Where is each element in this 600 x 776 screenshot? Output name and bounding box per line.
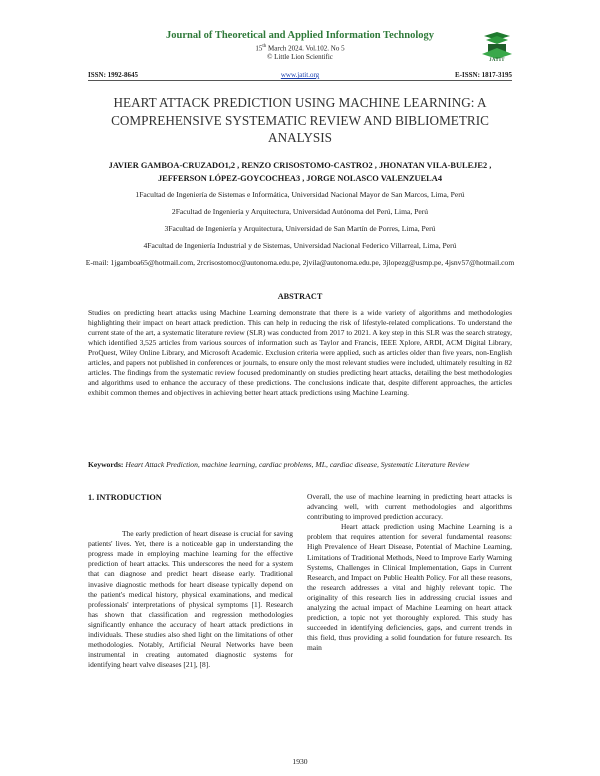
affiliations xyxy=(74,190,526,268)
keywords xyxy=(88,460,512,470)
abstract-heading: ABSTRACT xyxy=(277,292,323,301)
journal-logo-text: JATIT xyxy=(489,58,505,63)
journal-title: Journal of Theoretical and Applied Information Technology xyxy=(166,30,434,41)
author-list: JAVIER GAMBOA-CRUZADO1,2 , RENZO CRISOSTOMO-CASTRO2 , JHONATAN VILA-BULEJE2 , JEFFERSON LÓPEZ-GOYCOCHEA3 , JORGE NOLASCO VALENZUELA4 xyxy=(108,161,492,183)
issue-day-suffix: th xyxy=(262,44,267,49)
affiliation-2: 2Facultad de Ingeniería y Arquitectura, Universidad Autónoma del Perú, Lima, Perú xyxy=(171,207,429,216)
issue-details: March 2024. Vol.102. No 5 xyxy=(268,44,345,53)
journal-copyright: © Little Lion Scientific xyxy=(267,53,333,62)
keywords-label: Keywords: xyxy=(88,460,124,469)
page-number: 1930 xyxy=(292,757,308,766)
e-issn: E-ISSN: 1817-3195 xyxy=(455,71,512,79)
paper-title: HEART ATTACK PREDICTION USING MACHINE LEARNING: A COMPREHENSIVE SYSTEMATIC REVIEW AND BIBLIOMETRIC ANALYSIS xyxy=(111,95,489,145)
author-emails: E-mail: 1jgamboa65@hotmail.com, 2rcrisostomoc@autonoma.edu.pe, 2jvila@autonoma.edu.pe, 3jlopezg@usmp.pe, 4jsnv57@hotmail.com xyxy=(85,258,515,267)
body-right-column xyxy=(307,492,512,654)
affiliation-4: 4Facultad de Ingeniería Industrial y de Sistemas, Universidad Nacional Federico Villarreal, Lima, Perú xyxy=(143,241,457,250)
abstract-body: Studies on predicting heart attacks using Machine Learning demonstrate that there is a wide variety of algorithms and methodologies highlighting their impact on heart attack prediction. This can help in reducing the risk of lifestyle-related complications. To understand the current state of the art, a systematic literature review (SLR) was conducted from 2017 to 2021. A key step in this SLR was the search strategy, which identified 3,525 articles from various sources of information such as Taylor and Francis, IEEE Xplore, ARDI, ACM Digital Library, ProQuest, Wiley Online Library, and Microsoft Academic. Exclusion criteria were applied, such as articles older than five years, non-English articles, and papers not published in conferences or journals, to ensure only the most relevant studies were included, ultimately resulting in 82 articles. The findings from the systematic review focused predominantly on studies predicting heart attacks, detailing the best methodologies and algorithms used to enhance the accuracy of these predictions. The conclusions indicate that, despite different approaches, the articles exhibit common themes and objectives in achieving better heart attack predictions using Machine Learning. xyxy=(88,308,512,397)
intro-paragraph-1: The early prediction of heart disease is crucial for saving patients' lives. Yet, there is a noticeable gap in understanding the progress made in employing machine learning for the effective prediction of heart attacks. This underscores the need for a system that can diagnose and predict heart disease early. Traditional invasive diagnostic methods for heart disease typically depend on the patient's medical history, physical examinations, and medical professionals' interpretations of physical symptoms [1]. Research has shown that classification and regression methodologies significantly enhance the accuracy of heart attack predictions in individuals. These studies also shed light on the limitations of other methodologies. Notably, Artificial Neural Networks have been instrumental in creating automated diagnostic systems for identifying heart valve diseases [21], [8]. xyxy=(88,529,293,670)
header-divider xyxy=(88,80,512,81)
intro-paragraph-3: Heart attack prediction using Machine Learning is a problem that requires attention for several fundamental reasons: High Prevalence of Heart Disease, Potential of Machine Learning, Limitations of Traditional Methods, Need to Improve Early Warning Systems, Challenges in Clinical Implementation, Gaps in Current Research, and Impact on Public Health Policy. For all these reasons, the research addresses a vital and highly relevant topic. The originality of this research lies in addressing crucial issues and analyzing the actual impact of Machine Learning on heart attack prediction, a topic not yet thoroughly explored. This study has succeeded in identifying deficiencies, gaps, and current trends in this field, thus providing a solid foundation for future research. Its main xyxy=(307,522,512,653)
journal-url-link[interactable]: www.jatit.org xyxy=(280,71,320,79)
journal-logo-icon xyxy=(480,30,514,60)
keywords-text: Heart Attack Prediction, machine learning, cardiac problems, ML, cardiac disease, Systematic Literature Review xyxy=(125,460,470,469)
intro-paragraph-2: Overall, the use of machine learning in predicting heart attacks is advancing well, with current methodologies and algorithms contributing to improved prediction accuracy. xyxy=(307,492,512,522)
issue-day: 15 xyxy=(255,44,263,53)
affiliation-3: 3Facultad de Ingeniería y Arquitectura, Universidad de San Martín de Porres, Lima, Perú xyxy=(164,224,436,233)
journal-header xyxy=(88,30,512,61)
journal-issue xyxy=(88,44,512,52)
body-left-column xyxy=(88,493,293,670)
section-heading-introduction: 1. INTRODUCTION xyxy=(88,493,162,502)
affiliation-1: 1Facultad de Ingeniería de Sistemas e Informática, Universidad Nacional Mayor de San Marcos, Lima, Perú xyxy=(135,190,465,199)
issn: ISSN: 1992-8645 xyxy=(88,71,138,79)
